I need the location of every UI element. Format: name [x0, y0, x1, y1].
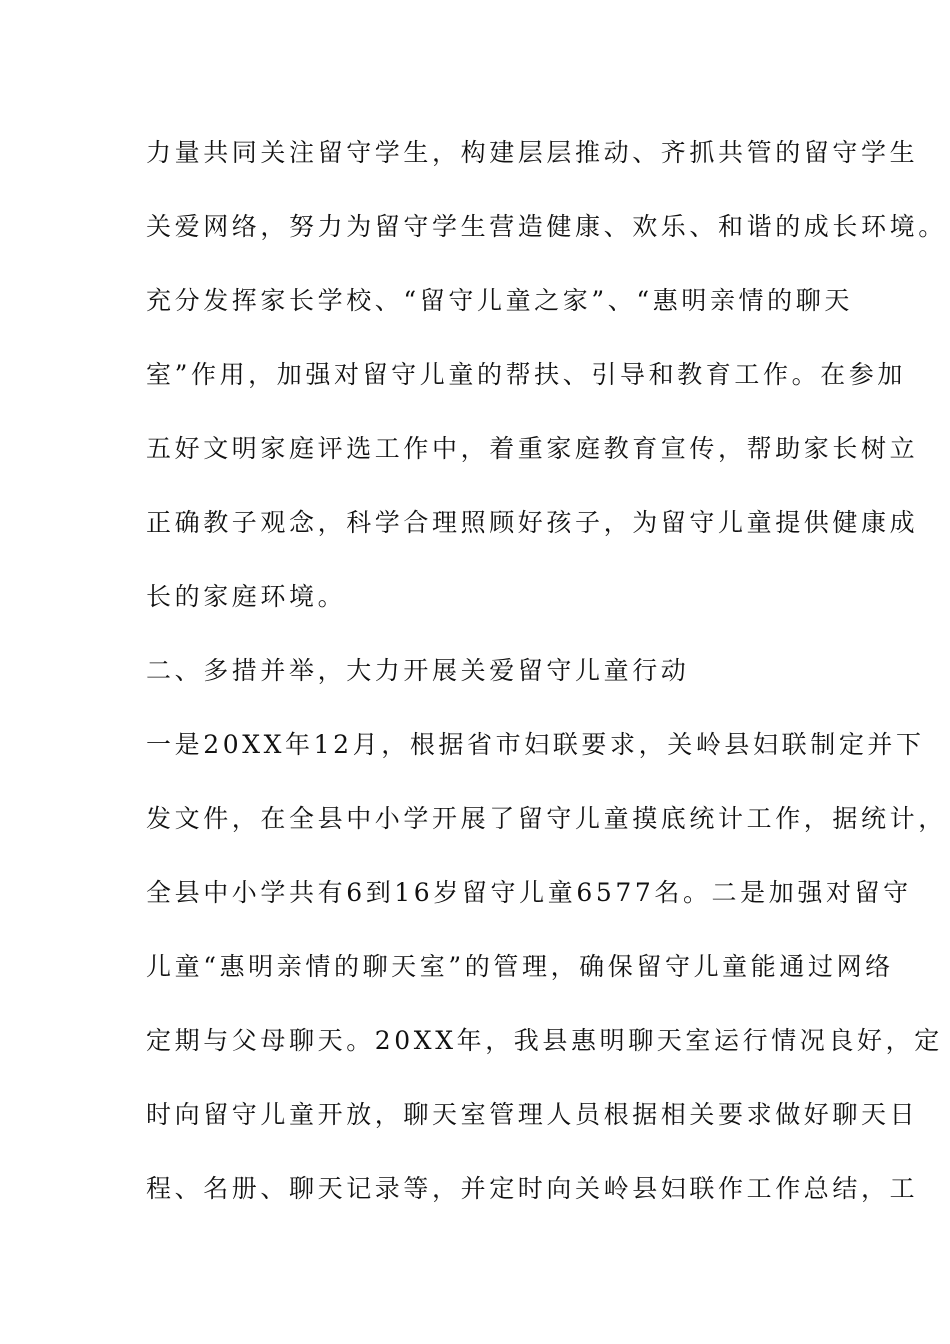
paragraph-line: 时向留守儿童开放，聊天室管理人员根据相关要求做好聊天日	[146, 1100, 919, 1129]
paragraph-line: 程、名册、聊天记录等，并定时向关岭县妇联作工作总结，工	[146, 1174, 919, 1203]
paragraph-line: 力量共同关注留守学生，构建层层推动、齐抓共管的留守学生	[146, 138, 919, 167]
paragraph-line: 五好文明家庭评选工作中，着重家庭教育宣传，帮助家长树立	[146, 434, 919, 463]
paragraph-line: 充分发挥家长学校、“留守儿童之家”、“惠明亲情的聊天	[146, 286, 853, 315]
paragraph-line: 长的家庭环境。	[146, 582, 347, 611]
paragraph-line: 儿童“惠明亲情的聊天室”的管理，确保留守儿童能通过网络	[146, 952, 894, 981]
paragraph-line: 定期与父母聊天。20XX年，我县惠明聊天室运行情况良好，定	[146, 1026, 943, 1055]
paragraph-line: 室”作用，加强对留守儿童的帮扶、引导和教育工作。在参加	[146, 360, 906, 389]
paragraph-line: 一是20XX年12月，根据省市妇联要求，关岭县妇联制定并下	[146, 730, 925, 759]
paragraph-line: 发文件，在全县中小学开展了留守儿童摸底统计工作，据统计，	[146, 804, 947, 833]
paragraph-line: 关爱网络，努力为留守学生营造健康、欢乐、和谐的成长环境。	[146, 212, 947, 241]
paragraph-line: 正确教子观念，科学合理照顾好孩子，为留守儿童提供健康成	[146, 508, 919, 537]
paragraph-line: 全县中小学共有6到16岁留守儿童6577名。二是加强对留守	[146, 878, 912, 907]
section-heading: 二、多措并举，大力开展关爱留守儿童行动	[146, 656, 690, 685]
